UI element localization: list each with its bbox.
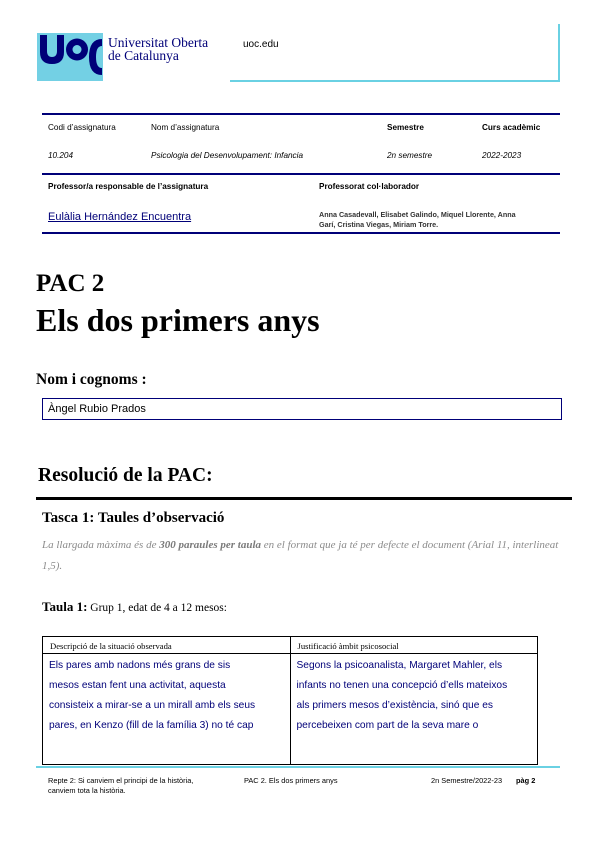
- pac-number: PAC 2: [36, 270, 105, 297]
- subject-name-label: Nom d’assignatura: [151, 123, 220, 132]
- description-cell[interactable]: [43, 654, 291, 765]
- institution-url[interactable]: uoc.edu: [243, 39, 279, 50]
- description-line: pares, en Kenzo (fill de la família 3) no té cap: [49, 720, 254, 731]
- description-line: Els pares amb nadons més grans de sis: [49, 660, 231, 671]
- task-heading: Tasca 1: Taules d’observació: [42, 510, 225, 526]
- footer-note-line-1: Repte 2: Si canviem el principi de la història,: [48, 776, 194, 785]
- description-line: mesos estan fent una activitat, aquesta: [49, 680, 226, 691]
- subject-code: 10.204: [48, 151, 74, 160]
- footer-semester: 2n Semestre/2022-23: [431, 776, 503, 785]
- institution-line-2: de Catalunya: [108, 48, 179, 63]
- footer-rule: [36, 766, 560, 768]
- subject-name: Psicologia del Desenvolupament: Infancia: [151, 151, 304, 160]
- header-divider-vertical: [558, 24, 560, 82]
- professor-label: Professor/a responsable de l’assignatura: [48, 182, 209, 191]
- page-title: Els dos primers anys: [36, 302, 320, 338]
- footer-note: [48, 776, 193, 796]
- footer-note-line-2: canviem tota la història.: [48, 786, 126, 795]
- info-top-rule: [42, 113, 560, 115]
- info-middle-rule: [42, 173, 560, 175]
- justification-line: als primers mesos d’existència, sinó que es: [296, 700, 493, 711]
- instructions-part-2: en el format que ja té per defecte el document (Arial 11, interlineat 1,5).: [42, 539, 559, 572]
- professor-name-link[interactable]: Eulàlia Hernández Encuentra: [48, 211, 192, 223]
- footer-doc-title: PAC 2. Els dos primers anys: [244, 776, 338, 785]
- page-number: pàg 2: [516, 776, 536, 785]
- resolution-rule: [36, 497, 572, 500]
- task-instructions: [42, 535, 567, 577]
- student-name-field[interactable]: Àngel Rubio Prados: [42, 398, 562, 420]
- table-row: [43, 654, 538, 765]
- justification-line: percebeixen com part de la seva mare o: [296, 720, 479, 731]
- justification-line: Segons la psicoanalista, Margaret Mahler, els: [296, 660, 503, 671]
- collaborators-list: [319, 210, 516, 230]
- table-caption-text: Grup 1, edat de 4 a 12 mesos:: [87, 602, 227, 614]
- col-header-justification: Justificació àmbit psicosocial: [290, 637, 538, 654]
- header-divider-horizontal: [230, 80, 560, 82]
- info-bottom-rule: [42, 232, 560, 234]
- code-label: Codi d’assignatura: [48, 123, 116, 132]
- table-header-row: [43, 637, 538, 654]
- description-line: consisteix a mirar-se a un mirall amb els seus: [49, 700, 256, 711]
- table-caption: [42, 599, 227, 615]
- justification-line: infants no tenen una concepció d’ells mateixos: [296, 680, 508, 691]
- academic-year-value: 2022-2023: [482, 151, 522, 160]
- institution-line-1: Universitat Oberta: [108, 35, 209, 50]
- justification-cell[interactable]: [290, 654, 538, 765]
- semester-label: Semestre: [387, 123, 424, 132]
- institution-name: [108, 36, 208, 62]
- col-header-description: Descripció de la situació observada: [43, 637, 291, 654]
- table-caption-number: Taula 1:: [42, 599, 88, 614]
- observation-table: [42, 636, 538, 765]
- collaborators-label: Professorat col·laborador: [319, 182, 420, 191]
- uoc-logo: [37, 33, 103, 81]
- instructions-word-limit: 300 paraules per taula: [159, 539, 261, 551]
- collaborators-line-1: Anna Casadevall, Elisabet Galindo, Miquel Llorente, Anna: [319, 210, 516, 219]
- collaborators-line-2: Garí, Cristina Viegas, Miriam Torre.: [319, 220, 439, 229]
- student-name-label: Nom i cognoms :: [36, 371, 147, 388]
- instructions-part-1: La llargada màxima és de: [42, 539, 160, 551]
- resolution-heading: Resolució de la PAC:: [38, 465, 213, 486]
- academic-year-label: Curs acadèmic: [482, 123, 541, 132]
- semester-value: 2n semestre: [387, 151, 433, 160]
